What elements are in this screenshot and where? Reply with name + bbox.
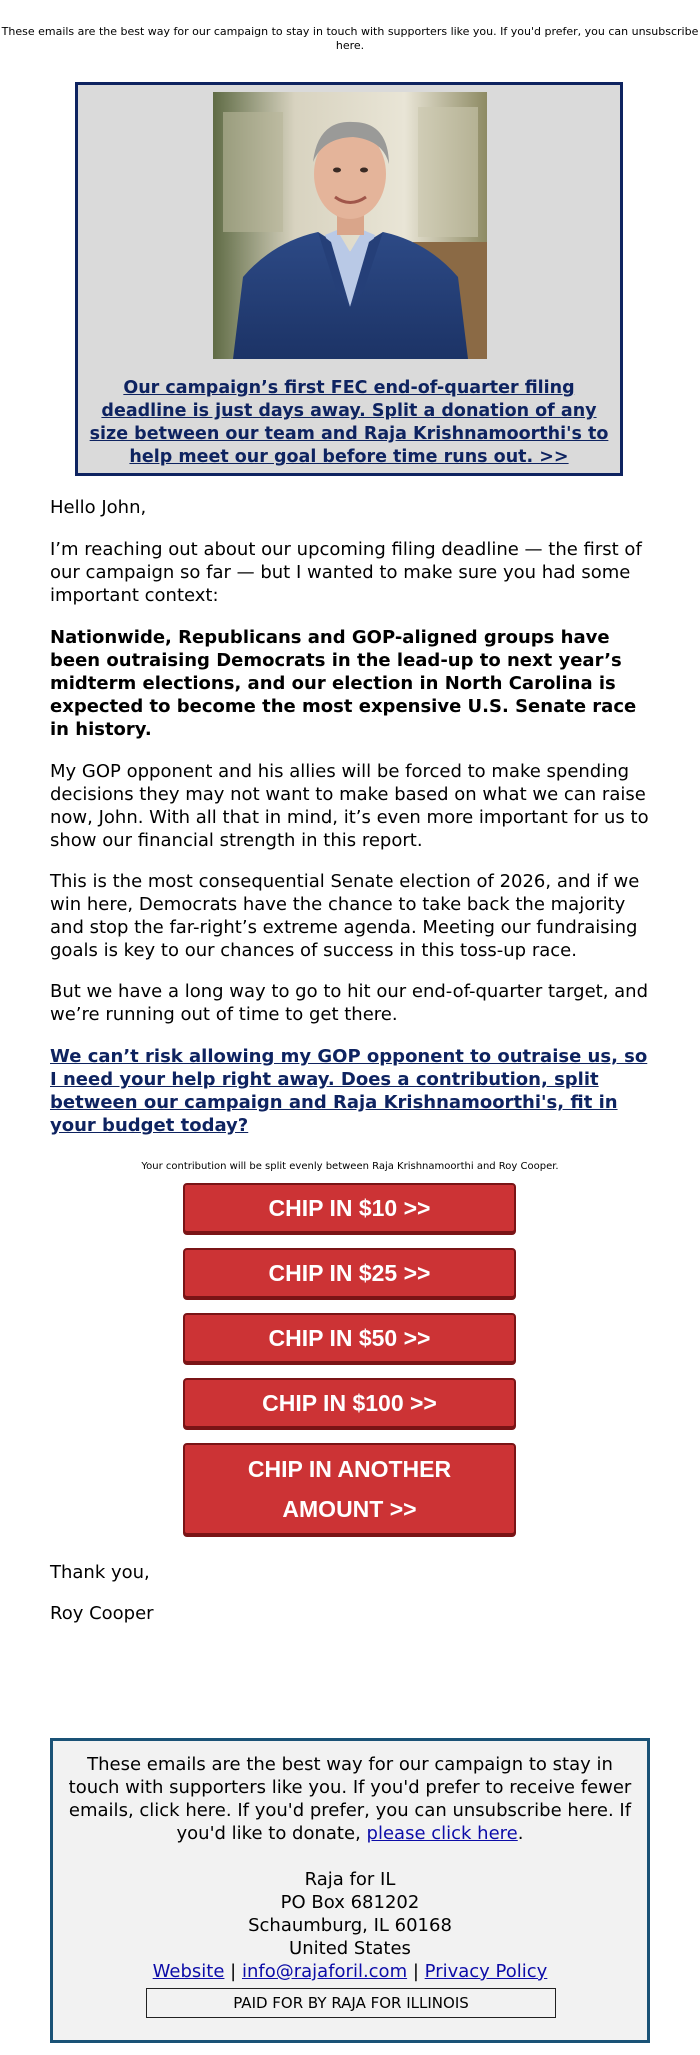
chip-in-other-amount-button[interactable] bbox=[183, 1443, 516, 1535]
chip-in-other-line2: AMOUNT >> bbox=[282, 1496, 417, 1522]
footer-donate-link[interactable]: please click here bbox=[366, 1823, 518, 1844]
footer-country: United States bbox=[289, 1938, 411, 1959]
hero-banner bbox=[75, 82, 623, 476]
signoff: Thank you, bbox=[50, 1562, 150, 1583]
chip-in-50-button[interactable] bbox=[183, 1313, 516, 1363]
chip-in-100-label: CHIP IN $100 >> bbox=[262, 1390, 437, 1416]
footer-website-link[interactable]: Website bbox=[152, 1961, 225, 1982]
footer-separator-2: | bbox=[412, 1961, 419, 1982]
footer-message-block bbox=[65, 1753, 635, 1845]
chip-in-10-button[interactable] bbox=[183, 1183, 516, 1233]
paragraph-4: This is the most consequential Senate election of 2026, and if we win here, Democrats have the chance to take back the majority and stop the far-right’s extreme agenda. Meeting our fundraising goals is key to our chances of success in this toss-up race. bbox=[50, 871, 640, 961]
top-unsubscribe-note: These emails are the best way for our campaign to stay in touch with supporters like you. If you'd prefer, you can unsubscribe here. bbox=[1, 25, 699, 52]
chip-in-10-label: CHIP IN $10 >> bbox=[268, 1195, 431, 1221]
paragraph-2-bold: Nationwide, Republicans and GOP-aligned groups have been outraising Democrats in the lead-up to next year’s midterm elections, and our election in North Carolina is expected to become the most expensive U.S. Senate race in history. bbox=[50, 627, 637, 740]
footer-city: Schaumburg, IL 60168 bbox=[248, 1915, 452, 1936]
footer-period: . bbox=[517, 1823, 524, 1844]
footer-links bbox=[53, 1960, 647, 1983]
paragraph-1: I’m reaching out about our upcoming filing deadline — the first of our campaign so far — but I wanted to make sure you had some important context: bbox=[50, 539, 642, 606]
cta-donation-link[interactable]: We can’t risk allowing my GOP opponent to outraise us, so I need your help right away. Does a contribution, split between our campaign and Raja Krishnamoorthi's, fit in your budget today? bbox=[50, 1046, 648, 1136]
chip-in-100-button[interactable] bbox=[183, 1378, 516, 1428]
paragraph-5: But we have a long way to go to hit our end-of-quarter target, and we’re running out of time to get there. bbox=[50, 981, 649, 1025]
signature: Roy Cooper bbox=[50, 1603, 154, 1624]
footer-privacy-link[interactable]: Privacy Policy bbox=[424, 1961, 548, 1982]
footer-message: These emails are the best way for our campaign to stay in touch with supporters like you. If you'd prefer to receive fewer emails, click here. If you'd prefer, you can unsubscribe here. If you'd like to donate, bbox=[68, 1754, 632, 1844]
paid-for-disclaimer: PAID FOR BY RAJA FOR ILLINOIS bbox=[146, 1988, 556, 2018]
footer bbox=[50, 1738, 650, 2043]
chip-in-other-line1: CHIP IN ANOTHER bbox=[247, 1456, 452, 1482]
footer-org-name: Raja for IL bbox=[304, 1869, 396, 1890]
paragraph-3: My GOP opponent and his allies will be forced to make spending decisions they may not want to make based on what we can raise now, John. With all that in mind, it’s even more important for us to show our financial strength in this report. bbox=[50, 761, 649, 851]
split-note: Your contribution will be split evenly between Raja Krishnamoorthi and Roy Cooper. bbox=[141, 1161, 559, 1172]
hero-donation-link[interactable]: Our campaign’s first FEC end-of-quarter filing deadline is just days away. Split a donation of any size between our team and Raja Krishnamoorthi's to help meet our goal before time runs out. >> bbox=[89, 378, 609, 467]
greeting: Hello John, bbox=[50, 497, 147, 518]
footer-separator-1: | bbox=[230, 1961, 237, 1982]
chip-in-25-label: CHIP IN $25 >> bbox=[268, 1260, 431, 1286]
footer-address bbox=[53, 1868, 647, 1983]
candidate-photo-illustration bbox=[213, 92, 487, 359]
footer-po-box: PO Box 681202 bbox=[280, 1892, 420, 1913]
footer-email-link[interactable]: info@rajaforil.com bbox=[241, 1961, 408, 1982]
chip-in-25-button[interactable] bbox=[183, 1248, 516, 1298]
chip-in-50-label: CHIP IN $50 >> bbox=[268, 1325, 431, 1351]
candidate-photo[interactable] bbox=[213, 92, 487, 359]
